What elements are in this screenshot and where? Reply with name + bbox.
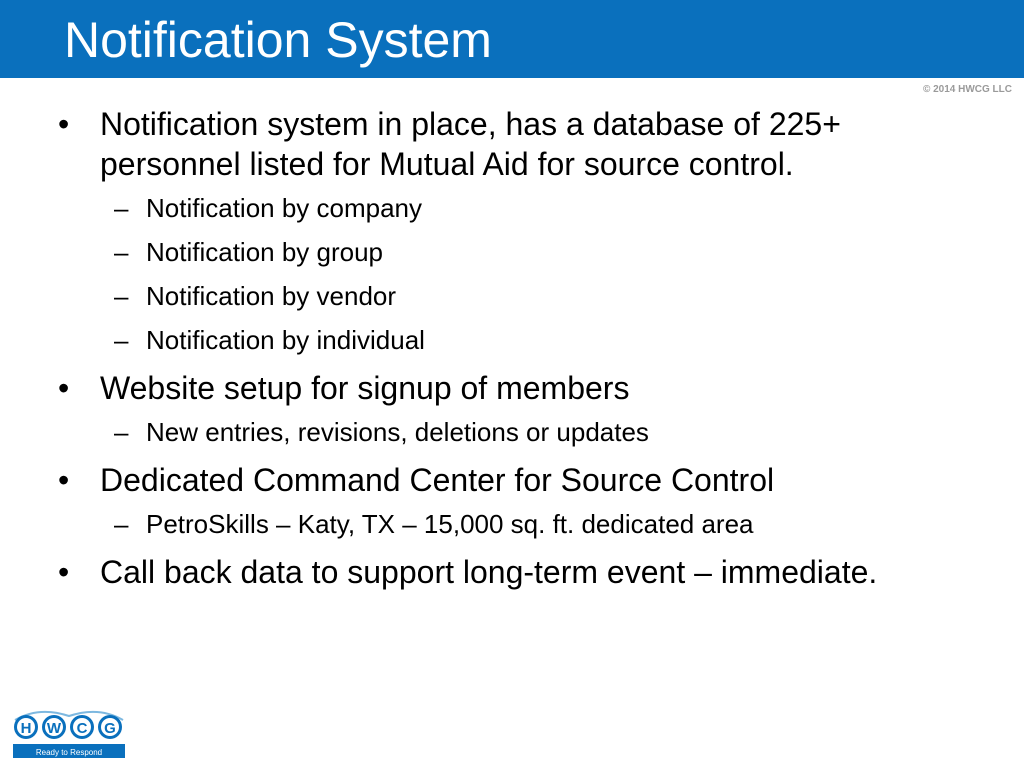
sub-bullet-text: Notification by group bbox=[146, 237, 384, 267]
bullet-text: Notification system in place, has a database of 225+ personnel listed for Mutual Aid for source control. bbox=[100, 106, 841, 182]
sub-bullet-marker: – bbox=[114, 193, 129, 223]
sub-bullet-item bbox=[58, 192, 958, 224]
hwcg-logo-graphic bbox=[9, 708, 129, 760]
sub-bullet-item bbox=[58, 508, 958, 540]
logo-tagline: Ready to Respond bbox=[35, 748, 103, 757]
bullet-text: Dedicated Command Center for Source Control bbox=[100, 462, 775, 498]
sub-bullet-text: PetroSkills – Katy, TX – 15,000 sq. ft. dedicated area bbox=[146, 509, 754, 539]
title-bar bbox=[0, 0, 1024, 78]
bullet-marker: • bbox=[58, 554, 70, 590]
bullet-item bbox=[58, 552, 958, 592]
hwcg-logo bbox=[9, 708, 129, 760]
bullet-marker: • bbox=[58, 106, 70, 142]
bullet-item bbox=[58, 368, 958, 408]
logo-letter: C bbox=[76, 720, 88, 737]
logo-letter: G bbox=[104, 720, 116, 737]
sub-bullet-marker: – bbox=[114, 417, 129, 447]
sub-bullet-text: Notification by company bbox=[146, 193, 423, 223]
bullet-item bbox=[58, 104, 958, 184]
sub-bullet-item bbox=[58, 280, 958, 312]
sub-bullet-item bbox=[58, 236, 958, 268]
bullet-text: Call back data to support long-term event – immediate. bbox=[100, 554, 878, 590]
sub-bullet-text: Notification by vendor bbox=[146, 281, 397, 311]
sub-bullet-item bbox=[58, 416, 958, 448]
bullet-item bbox=[58, 460, 958, 500]
bullet-marker: • bbox=[58, 462, 70, 498]
copyright-notice: © 2014 HWCG LLC bbox=[922, 84, 1012, 95]
logo-letter: H bbox=[20, 720, 32, 737]
sub-bullet-marker: – bbox=[114, 325, 129, 355]
bullet-text: Website setup for signup of members bbox=[100, 370, 630, 406]
sub-bullet-text: Notification by individual bbox=[146, 325, 425, 355]
sub-bullet-text: New entries, revisions, deletions or updates bbox=[146, 417, 649, 447]
sub-bullet-marker: – bbox=[114, 237, 129, 267]
bullet-marker: • bbox=[58, 370, 70, 406]
sub-bullet-marker: – bbox=[114, 281, 129, 311]
sub-bullet-item bbox=[58, 324, 958, 356]
bullet-list bbox=[58, 104, 958, 600]
logo-letter: W bbox=[46, 720, 62, 737]
sub-bullet-marker: – bbox=[114, 509, 129, 539]
slide-title: Notification System bbox=[64, 12, 492, 68]
